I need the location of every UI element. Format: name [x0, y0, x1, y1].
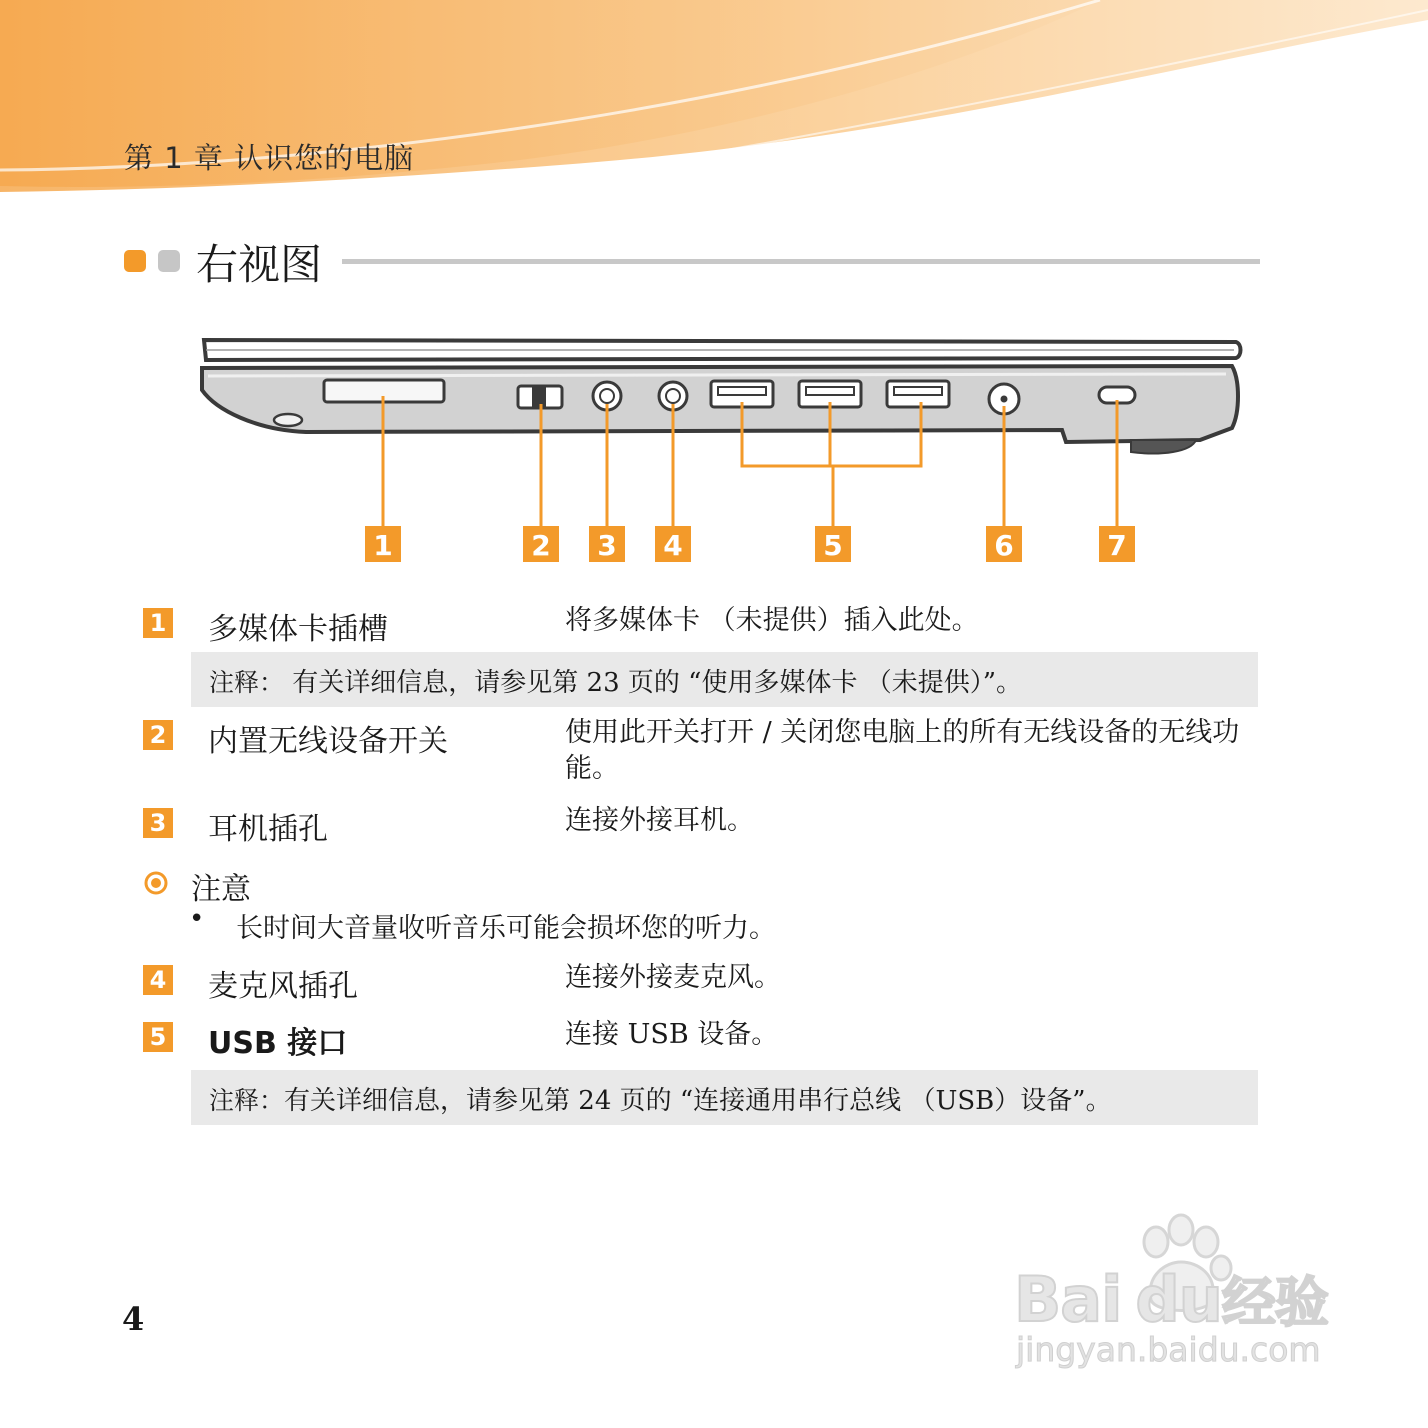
watermark-url: jingyan.baidu.com: [1016, 1330, 1321, 1369]
note-text: [209, 662, 1022, 699]
svg-text:5: 5: [823, 529, 843, 562]
note-label: 注释：: [209, 1086, 285, 1115]
item-name: 耳机插孔: [208, 812, 328, 847]
callout-5: [815, 526, 851, 562]
item-number-badge: 5: [143, 1022, 173, 1052]
svg-text:7: 7: [1107, 529, 1127, 562]
item-name: 多媒体卡插槽: [208, 612, 388, 647]
chapter-heading: 第 1 章 认识您的电脑: [124, 141, 415, 175]
note-label: 注释：: [209, 668, 285, 697]
caution-block: [143, 864, 1243, 954]
svg-text:1: 1: [373, 529, 393, 562]
callout-1: [365, 526, 401, 562]
list-item: [143, 1019, 1258, 1062]
svg-text:3: 3: [597, 529, 617, 562]
caution-text: 长时间大音量收听音乐可能会损坏您的听力。: [236, 913, 776, 944]
item-number-badge: 3: [143, 808, 173, 838]
item-number-badge: 1: [143, 608, 173, 638]
callout-4: [655, 526, 691, 562]
item-description: 连接外接麦克风。: [565, 962, 781, 993]
item-name: 内置无线设备开关: [208, 724, 448, 759]
svg-text:2: 2: [531, 529, 551, 562]
callout-7: [1099, 526, 1135, 562]
item-number-badge: 2: [143, 720, 173, 750]
callout-badges: [365, 526, 1135, 562]
note-box: [191, 1070, 1258, 1125]
item-number-badge: 4: [143, 965, 173, 995]
callout-6: [986, 526, 1022, 562]
bullet-icon: •: [189, 904, 205, 934]
callout-3: [589, 526, 625, 562]
gray-square-icon: [158, 250, 180, 272]
note-body: 有关详细信息，请参见第 24 页的 “连接通用串行总线 （USB）设备”。: [284, 1086, 1112, 1116]
item-name: 麦克风插孔: [208, 969, 358, 1004]
note-body: 有关详细信息，请参见第 23 页的 “使用多媒体卡 （未提供）”。: [284, 668, 1023, 698]
svg-text:4: 4: [663, 529, 683, 562]
caution-title: 注意: [191, 872, 251, 907]
item-description: 使用此开关打开 / 关闭您电脑上的所有无线设备的无线功能。: [565, 717, 1240, 784]
note-text: [209, 1080, 1112, 1117]
section-heading: [124, 232, 1264, 292]
watermark-brand: Bai du经验: [1014, 1263, 1328, 1336]
list-item: [143, 717, 1258, 796]
list-item: [143, 605, 1258, 648]
note-box: [191, 652, 1258, 707]
item-description: 将多媒体卡 （未提供）插入此处。: [565, 605, 979, 636]
svg-text:6: 6: [994, 529, 1014, 562]
item-name: USB 接口: [208, 1026, 348, 1061]
orange-square-icon: [124, 250, 146, 272]
section-rule: [342, 259, 1260, 264]
baidu-jingyan-watermark: [1010, 1210, 1350, 1380]
list-item: [143, 805, 1258, 848]
caution-target-icon: [143, 870, 169, 896]
laptop-right-side-diagram: [196, 330, 1256, 580]
list-item: [143, 962, 1258, 1005]
section-title: 右视图: [196, 240, 323, 289]
item-description: 连接外接耳机。: [565, 805, 754, 836]
page-number: 4: [122, 1300, 145, 1338]
item-description: 连接 USB 设备。: [565, 1019, 779, 1050]
callout-2: [523, 526, 559, 562]
